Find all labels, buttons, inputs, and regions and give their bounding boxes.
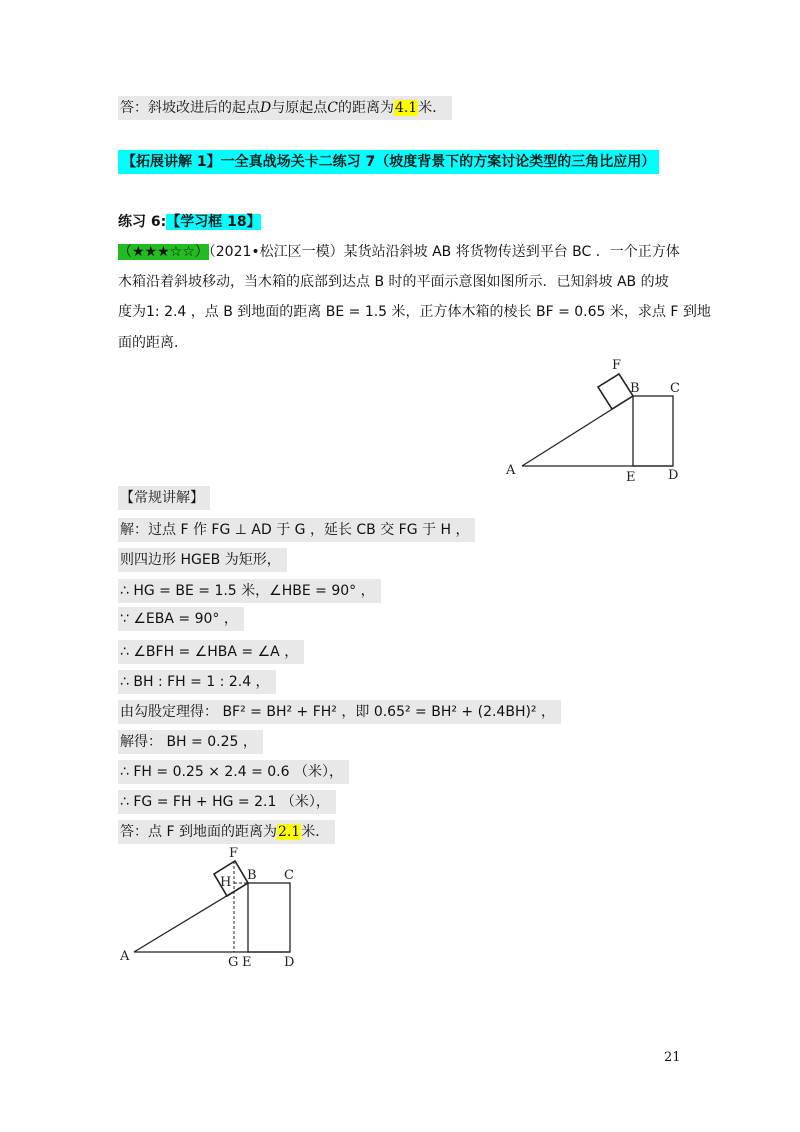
solution-line: ∴ FH = 0.25 × 2.4 = 0.6 （米），: [118, 760, 349, 784]
label-A: A: [506, 463, 516, 478]
label-A: A: [120, 949, 130, 964]
label-B: B: [247, 868, 257, 883]
study-box-tag: 【学习框 18】: [166, 214, 261, 230]
solution-line: ∴ FG = FH + HG = 2.1 （米），: [118, 790, 336, 814]
problem-line-4: 面的距离．: [118, 335, 188, 351]
label-B: B: [630, 381, 640, 396]
solution-line: 则四边形 HGEB 为矩形，: [118, 548, 287, 572]
label-C: C: [284, 868, 294, 883]
label-F: F: [229, 846, 239, 861]
label-G: G: [228, 955, 239, 970]
label-C: C: [670, 381, 680, 396]
extension-title: 【拓展讲解 1】一全真战场关卡二练习 7（坡度背景下的方案讨论类型的三角比应用）: [118, 150, 659, 174]
solution-heading: 【常规讲解】: [118, 486, 210, 510]
solution-line: ∴ ∠BFH = ∠HBA = ∠A ，: [118, 640, 304, 664]
platform-rect: [633, 396, 673, 466]
solution-line: 解得： BH = 0.25 ，: [118, 730, 263, 754]
problem-line-2: 木箱沿着斜坡移动，当木箱的底部到达点 B 时的平面示意图如图所示．已知斜坡 AB 的坡: [118, 274, 669, 290]
exercise-label: 练习 6:【学习框 18】: [118, 214, 261, 230]
label-E: E: [626, 470, 636, 485]
solution-line: 解：过点 F 作 FG ⊥ AD 于 G ，延长 CB 交 FG 于 H ，: [118, 518, 475, 542]
highlighted-final-value: 2.1: [277, 824, 301, 840]
platform-rect: [248, 883, 290, 952]
previous-answer: 答：斜坡改进后的起点D与原起点C的距离为4.1米．: [118, 96, 452, 120]
label-E: E: [242, 955, 252, 970]
solution-line: ∵ ∠EBA = 90° ，: [118, 607, 244, 631]
label-D: D: [668, 468, 679, 483]
problem-line-3: 度为1: 2.4 ，点 B 到地面的距离 BE = 1.5 米，正方体木箱的棱长 BF = 0.65 米，求点 F 到地: [118, 304, 711, 320]
solution-line: ∴ BH : FH = 1 : 2.4 ，: [118, 670, 276, 694]
problem-line-1: （★★★☆☆）（2021•松江区一模）某货站沿斜坡 AB 将货物传送到平台 BC ．一个正方体: [118, 244, 680, 260]
label-D: D: [284, 955, 295, 970]
slope-figure-1: [500, 356, 690, 486]
box-square: [598, 374, 633, 409]
highlighted-answer-value: 4.1: [394, 100, 418, 116]
difficulty-stars: （★★★☆☆）: [118, 244, 209, 260]
solution-line: ∴ HG = BE = 1.5 米，∠HBE = 90° ，: [118, 579, 381, 603]
label-H: H: [220, 875, 232, 890]
label-F: F: [612, 358, 622, 373]
solution-line: 由勾股定理得： BF² = BH² + FH² ，即 0.65² = BH² + (2.4BH)² ，: [118, 700, 561, 724]
slope-figure-2: [118, 846, 308, 976]
final-answer: 答：点 F 到地面的距离为2.1米．: [118, 820, 335, 844]
page-number: 21: [664, 1050, 681, 1065]
